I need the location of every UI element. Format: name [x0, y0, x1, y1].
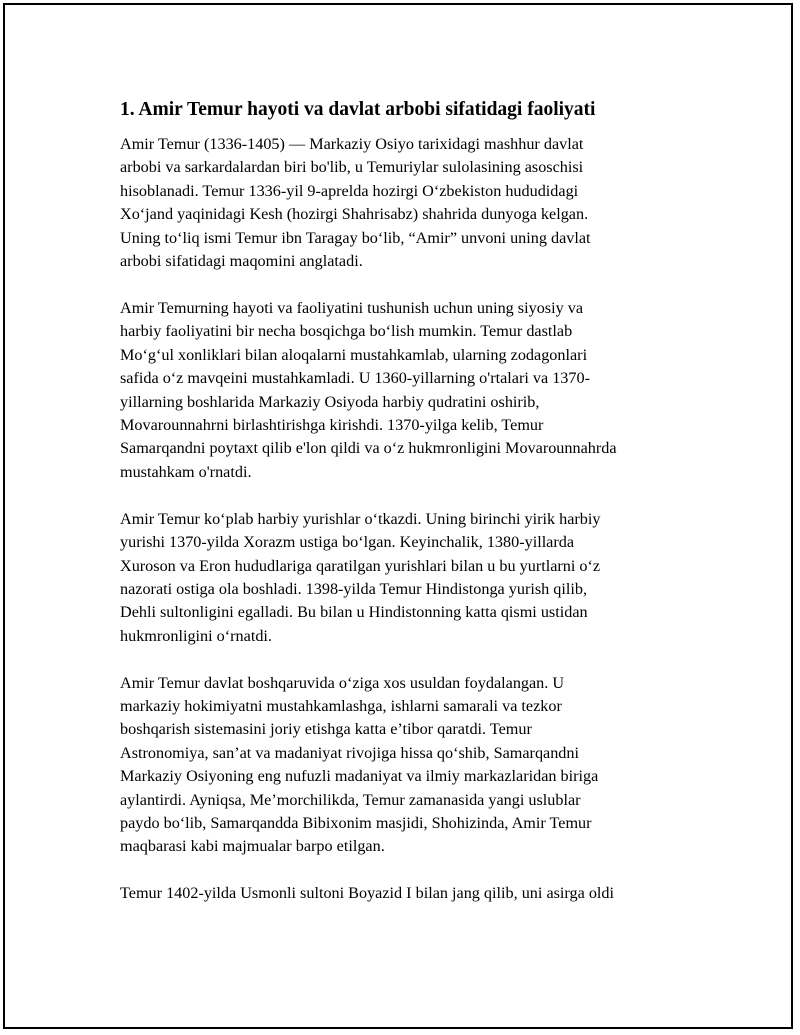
text-line: Dehli sultonligini egalladi. Bu bilan u Hindistonning katta qismi ustidan — [120, 603, 588, 622]
text-line: Amir Temurning hayoti va faoliyatini tushunish uchun uning siyosiy va — [120, 298, 584, 317]
text-line: Mo‘g‘ul xonliklari bilan aloqalarni mustahkamlab, ularning zodagonlari — [120, 345, 588, 364]
text-line: hisoblanadi. Temur 1336-yil 9-aprelda hozirgi O‘zbekiston hududidagi — [120, 181, 579, 200]
text-line: boshqarish sistemasini joriy etishga katta e’tibor qaratdi. Temur — [120, 720, 532, 739]
text-line: nazorati ostiga ola boshladi. 1398-yilda Temur Hindistonga yurish qilib, — [120, 579, 588, 598]
paragraph-3 — [120, 508, 700, 648]
text-line: Uning to‘liq ismi Temur ibn Taragay bo‘lib, “Amir” unvoni uning davlat — [120, 228, 591, 247]
document-title: 1. Amir Temur hayoti va davlat arbobi sifatidagi faoliyati — [120, 99, 596, 120]
text-line: safida o‘z mavqeini mustahkamladi. U 1360-yillarning o'rtalari va 1370- — [120, 369, 590, 388]
text-line: aylantirdi. Ayniqsa, Me’morchilikda, Temur zamanasida yangi uslublar — [120, 790, 581, 809]
text-line: Amir Temur davlat boshqaruvida o‘ziga xos usuldan foydalangan. U — [120, 673, 565, 692]
text-line: Amir Temur (1336-1405) — Markaziy Osiyo tarixidagi mashhur davlat — [120, 135, 584, 153]
text-line: Xo‘jand yaqinidagi Kesh (hozirgi Shahrisabz) shahrida dunyoga kelgan. — [120, 205, 589, 224]
document-body — [120, 97, 700, 929]
text-line: maqbarasi kabi majmualar barpo etilgan. — [120, 837, 385, 856]
text-line: Xuroson va Eron hududlariga qaratilgan yurishlari bilan u bu yurtlarni o‘z — [120, 556, 601, 575]
text-line: markaziy hokimiyatni mustahkamlashga, ishlarni samarali va tezkor — [120, 697, 562, 716]
text-line: Markaziy Osiyoning eng nufuzli madaniyat va ilmiy markazlaridan biriga — [120, 767, 599, 786]
text-line: yillarning boshlarida Markaziy Osiyoda harbiy qudratini oshirib, — [120, 392, 540, 411]
text-line: mustahkam o'rnatdi. — [120, 462, 252, 481]
text-line: yurishi 1370-yilda Xorazm ustiga bo‘lgan. Keyinchalik, 1380-yillarda — [120, 533, 575, 552]
text-line: Movarounnahrni birlashtirishga kirishdi. 1370-yilga kelib, Temur — [120, 415, 544, 434]
paragraph-2 — [120, 297, 700, 484]
text-line: Astronomiya, san’at va madaniyat rivojiga hissa qo‘shib, Samarqandni — [120, 743, 579, 762]
text-line: Temur 1402-yilda Usmonli sultoni Boyazid I bilan jang qilib, uni asirga oldi — [120, 884, 615, 903]
text-line: hukmronligini o‘rnatdi. — [120, 626, 272, 645]
paragraph-4 — [120, 672, 700, 859]
paragraph-1 — [120, 133, 700, 273]
text-line: Amir Temur ko‘plab harbiy yurishlar o‘tkazdi. Uning birinchi yirik harbiy — [120, 509, 601, 528]
text-line: harbiy faoliyatini bir necha bosqichga bo‘lish mumkin. Temur dastlab — [120, 322, 573, 341]
page-frame — [3, 3, 793, 1029]
text-line: arbobi sifatidagi maqomini anglatadi. — [120, 252, 363, 271]
text-line: arbobi va sarkardalardan biri bo'lib, u Temuriylar sulolasining asoschisi — [120, 158, 584, 177]
text-line: Samarqandni poytaxt qilib e'lon qildi va o‘z hukmronligini Movarounnahrda — [120, 439, 617, 458]
paragraph-5 — [120, 882, 700, 905]
text-line: paydo bo‘lib, Samarqandda Bibixonim masjidi, Shohizinda, Amir Temur — [120, 814, 592, 833]
